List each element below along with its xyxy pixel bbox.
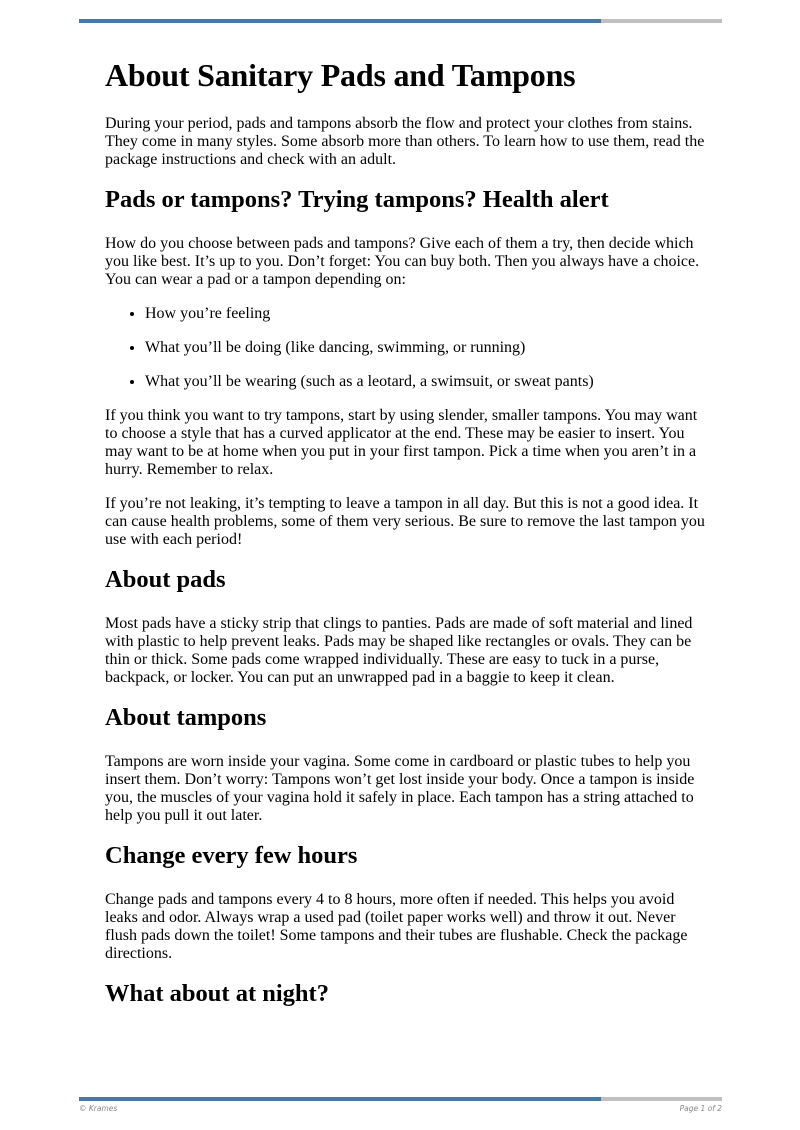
intro-paragraph: During your period, pads and tampons absorb the flow and protect your clothes from stains. They come in many styles. Some absorb more than others. To learn how to use them, read the package instructions and check with an adult. — [105, 115, 705, 168]
copyright-text: © Krames — [79, 1104, 118, 1113]
list-item: • What you’ll be wearing (such as a leotard, a swimsuit, or sweat pants) — [145, 373, 705, 391]
top-progress-bar-fill — [79, 19, 601, 23]
section-paragraph: If you’re not leaking, it’s tempting to leave a tampon in all day. But this is not a good idea. It can cause health problems, some of them very serious. Be sure to remove the last tampon you use with each period! — [105, 495, 705, 548]
bottom-progress-bar-fill — [79, 1097, 601, 1101]
list-item: • How you’re feeling — [145, 305, 705, 323]
section-heading-what-about-at-night: What about at night? — [105, 980, 329, 1007]
page-number: Page 1 of 2 — [679, 1104, 722, 1113]
section-paragraph: Change pads and tampons every 4 to 8 hours, more often if needed. This helps you avoid leaks and odor. Always wrap a used pad (toilet paper works well) and throw it out. Never flush pads down the toilet! Some tampons and their tubes are flushable. Check the package directions. — [105, 891, 688, 962]
section-paragraph: Most pads have a sticky strip that clings to panties. Pads are made of soft material and lined with plastic to help prevent leaks. Pads may be shaped like rectangles or ovals. They can be thin or thick. Some pads come wrapped individually. These are easy to tuck in a purse, backpack, or locker. You can put an unwrapped pad in a baggie to keep it clean. — [105, 615, 693, 686]
list-item: • What you’ll be doing (like dancing, swimming, or running) — [145, 339, 705, 357]
bottom-progress-bar — [79, 1097, 722, 1101]
section-heading-change-every-few-hours: Change every few hours — [105, 842, 358, 869]
document-body — [105, 55, 705, 1029]
top-progress-bar — [79, 19, 722, 23]
section-heading-about-tampons: About tampons — [105, 704, 267, 731]
factors-list — [105, 305, 705, 391]
section-paragraph: How do you choose between pads and tampons? Give each of them a try, then decide which you like best. It’s up to you. Don’t forget: You can buy both. Then you always have a choice. You can wear a pad or a tampon depending on: — [105, 235, 700, 288]
section-heading-pads-or-tampons: Pads or tampons? Trying tampons? Health alert — [105, 186, 609, 213]
page-footer — [79, 1104, 722, 1116]
section-paragraph: Tampons are worn inside your vagina. Some come in cardboard or plastic tubes to help you insert them. Don’t worry: Tampons won’t get lost inside your body. Once a tampon is inside you, the muscles of your vagina hold it safely in place. Each tampon has a string attached to help you pull it out later. — [105, 753, 695, 824]
section-paragraph: If you think you want to try tampons, start by using slender, smaller tampons. You may want to choose a style that has a curved applicator at the end. These may be easier to insert. You may want to be at home when you put in your first tampon. Pick a time when you aren’t in a hurry. Remember to relax. — [105, 407, 698, 478]
page-title: About Sanitary Pads and Tampons — [105, 57, 576, 93]
section-heading-about-pads: About pads — [105, 566, 226, 593]
